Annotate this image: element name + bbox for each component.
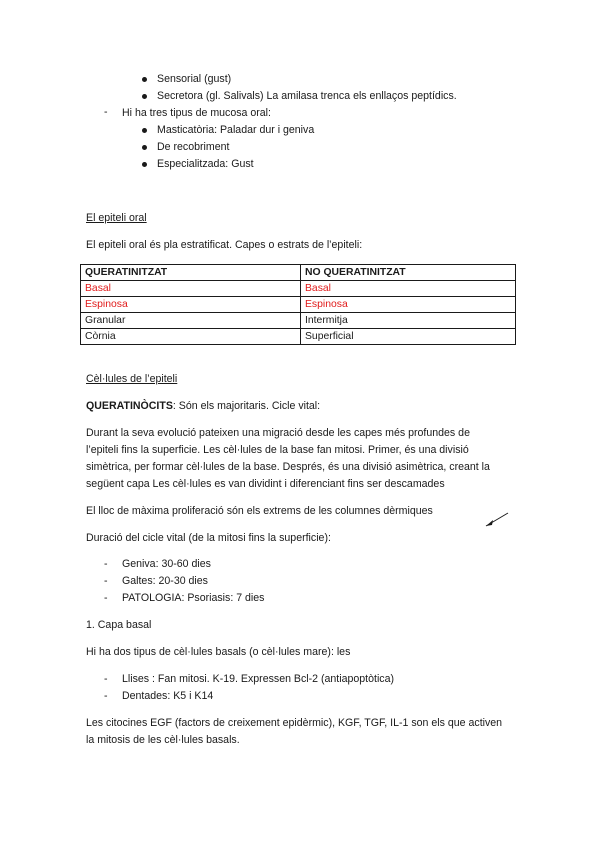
bullet-dot xyxy=(142,128,147,133)
paragraph-line: Les citocines EGF (factors de creixement epidèrmic), KGF, TGF, IL-1 son els que activen xyxy=(86,717,503,729)
section-heading-epiteli: El epiteli oral xyxy=(86,212,147,224)
list-item: Galtes: 20-30 dies xyxy=(122,575,208,587)
arrow-icon xyxy=(484,510,512,528)
dash-marker: - xyxy=(104,592,108,604)
paragraph-line: Durant la seva evolució pateixen una migració desde les capes més profundes de xyxy=(86,427,470,439)
basal-intro: Hi ha dos tipus de cèl·lules basals (o cèl·lules mare): les xyxy=(86,646,351,658)
dash-marker: - xyxy=(104,575,108,587)
bullet-dot xyxy=(142,162,147,167)
table-header-cell: NO QUERATINITZAT xyxy=(301,265,516,281)
table-cell: Espinosa xyxy=(81,297,301,313)
dash-marker: - xyxy=(104,673,108,685)
list-item: PATOLOGIA: Psoriasis: 7 dies xyxy=(122,592,265,604)
list-item: Sensorial (gust) xyxy=(157,73,232,85)
table-cell: Granular xyxy=(81,313,301,329)
table-header-row xyxy=(81,265,516,281)
list-item: De recobriment xyxy=(157,141,230,153)
section-heading-cells: Cèl·lules de l’epiteli xyxy=(86,373,178,385)
table-cell: Basal xyxy=(81,281,301,297)
table-cell: Superficial xyxy=(301,329,516,345)
bullet-dot xyxy=(142,94,147,99)
duration-intro: Duració del cicle vital (de la mitosi fins la superficie): xyxy=(86,532,331,544)
section-heading-basal: 1. Capa basal xyxy=(86,619,152,631)
list-item: Dentades: K5 i K14 xyxy=(122,690,214,702)
table-row xyxy=(81,281,516,297)
table-cell: Intermitja xyxy=(301,313,516,329)
keratinocytes-text: : Són els majoritaris. Cicle vital: xyxy=(172,400,321,412)
bullet-dot xyxy=(142,77,147,82)
table-cell: Basal xyxy=(301,281,516,297)
table-cell: Espinosa xyxy=(301,297,516,313)
list-item: Llises : Fan mitosi. K-19. Expressen Bcl-2 (antiapoptòtica) xyxy=(122,673,395,685)
proliferation-text: El lloc de màxima proliferació són els extrems de les columnes dèrmiques xyxy=(86,505,433,517)
list-item: Secretora (gl. Salivals) La amilasa trenca els enllaços peptídics. xyxy=(157,90,457,102)
dash-marker: - xyxy=(104,558,108,570)
table-header-cell: QUERATINITZAT xyxy=(81,265,301,281)
list-item: Especialitzada: Gust xyxy=(157,158,254,170)
dash-marker: - xyxy=(104,106,108,118)
table-cell: Còrnia xyxy=(81,329,301,345)
table-row xyxy=(81,329,516,345)
bullet-dot xyxy=(142,145,147,150)
keratinocytes-line xyxy=(86,398,320,414)
list-item: Hi ha tres tipus de mucosa oral: xyxy=(122,107,271,119)
epithelium-layers-table xyxy=(80,264,516,345)
list-item: Masticatòria: Paladar dur i geniva xyxy=(157,124,315,136)
table-row xyxy=(81,297,516,313)
keratinocytes-term: QUERATINÒCITS xyxy=(86,400,173,412)
paragraph-line: l’epiteli fins la superficie. Les cèl·lules de la base fan mitosi. Primer, és una divisió xyxy=(86,444,469,456)
table-row xyxy=(81,313,516,329)
list-item: Geniva: 30-60 dies xyxy=(122,558,211,570)
dash-marker: - xyxy=(104,690,108,702)
paragraph-line: simètrica, per formar cèl·lules de la base. Després, és una divisió asimètrica, creant la xyxy=(86,461,490,473)
paragraph-line: la mitosis de les cèl·lules basals. xyxy=(86,734,240,746)
epiteli-intro: El epiteli oral és pla estratificat. Capes o estrats de l’epiteli: xyxy=(86,239,363,251)
paragraph-line: següent capa Les cèl·lules es van dividint i diferenciant fins ser descamades xyxy=(86,478,445,490)
